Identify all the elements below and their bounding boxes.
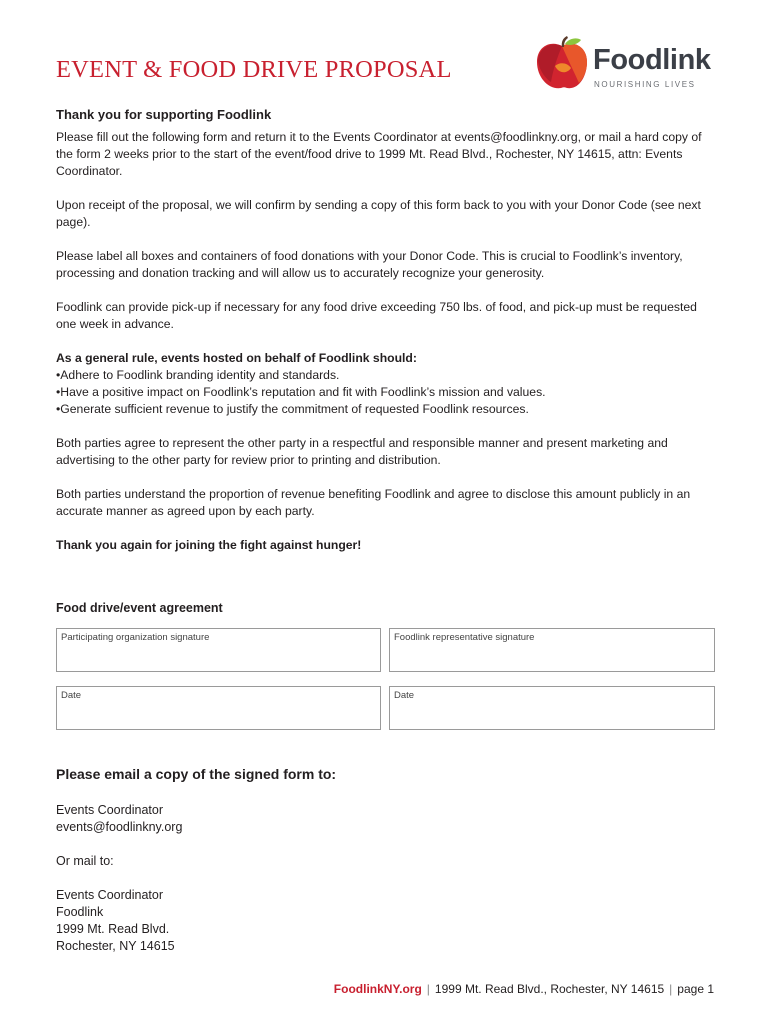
mail-line: 1999 Mt. Read Blvd.: [56, 922, 170, 936]
intro-section: [56, 106, 716, 571]
apple-logo-icon: [535, 36, 589, 92]
date-label: Date: [61, 690, 82, 701]
intro-paragraph: Please label all boxes and containers of food donations with your Donor Code. This is crucial to Foodlink’s inventory, processing and donation tracking and will allow us to accurately recognize your generosity.: [56, 249, 683, 280]
intro-paragraph: Please fill out the following form and return it to the Events Coordinator at events@foodlinkny.org, or mail a hard copy of the form 2 weeks prior to the start of the event/food drive to 1999 Mt. Read Blvd., Rochester, NY 14615, attn: Events Coordinator.: [56, 130, 702, 178]
rules-block: [56, 350, 716, 367]
rep-date-field[interactable]: [389, 686, 715, 730]
closing-line: Thank you again for joining the fight against hunger!: [56, 538, 362, 552]
foodlink-logo: [535, 34, 720, 94]
org-signature-field[interactable]: [56, 628, 381, 672]
page-title: EVENT & FOOD DRIVE PROPOSAL: [56, 56, 452, 83]
rep-signature-field[interactable]: [389, 628, 715, 672]
mail-line: Events Coordinator: [56, 888, 164, 902]
intro-heading: Thank you for supporting Foodlink: [56, 107, 272, 122]
email-address[interactable]: events@foodlinkny.org: [56, 820, 183, 834]
rep-signature-label: Foodlink representative signature: [394, 632, 535, 643]
org-signature-label: Participating organization signature: [61, 632, 210, 643]
footer-address: 1999 Mt. Read Blvd., Rochester, NY 14615: [434, 982, 665, 996]
org-date-field[interactable]: [56, 686, 381, 730]
intro-paragraph: Foodlink can provide pick-up if necessary for any food drive exceeding 750 lbs. of food, and pick-up must be requested one week in advance.: [56, 300, 697, 331]
email-instructions-title: Please email a copy of the signed form to:: [56, 766, 337, 782]
contact-block: [56, 802, 182, 955]
logo-wordmark: Foodlink: [593, 44, 711, 76]
list-item: • Generate sufficient revenue to justify the commitment of requested Foodlink resources.: [56, 401, 716, 418]
rules-list: [56, 367, 716, 418]
or-mail-label: Or mail to:: [56, 854, 114, 868]
logo-tagline: NOURISHING LIVES: [594, 80, 696, 89]
page-number: page 1: [677, 982, 714, 996]
mail-line: Foodlink: [56, 905, 104, 919]
intro-paragraph: Upon receipt of the proposal, we will confirm by sending a copy of this form back to you with your Donor Code (see next page).: [56, 198, 701, 229]
list-item: • Adhere to Foodlink branding identity and standards.: [56, 367, 716, 384]
agreement-title: Food drive/event agreement: [56, 601, 223, 615]
page-footer: FoodlinkNY.org | 1999 Mt. Read Blvd., Rochester, NY 14615 | page 1: [333, 982, 714, 996]
rules-heading: As a general rule, events hosted on behalf of Foodlink should:: [56, 351, 417, 365]
footer-website-link[interactable]: FoodlinkNY.org: [333, 982, 422, 996]
intro-paragraph: Both parties agree to represent the other party in a respectful and responsible manner and present marketing and advertising to the other party for review prior to printing and distribution.: [56, 436, 668, 467]
mail-line: Rochester, NY 14615: [56, 939, 175, 953]
list-item: • Have a positive impact on Foodlink’s reputation and fit with Foodlink’s mission and values.: [56, 384, 716, 401]
date-label: Date: [394, 690, 415, 701]
intro-paragraph: Both parties understand the proportion of revenue benefiting Foodlink and agree to disclose this amount publicly in an accurate manner as agreed upon by each party.: [56, 487, 691, 518]
email-recipient: Events Coordinator: [56, 803, 164, 817]
